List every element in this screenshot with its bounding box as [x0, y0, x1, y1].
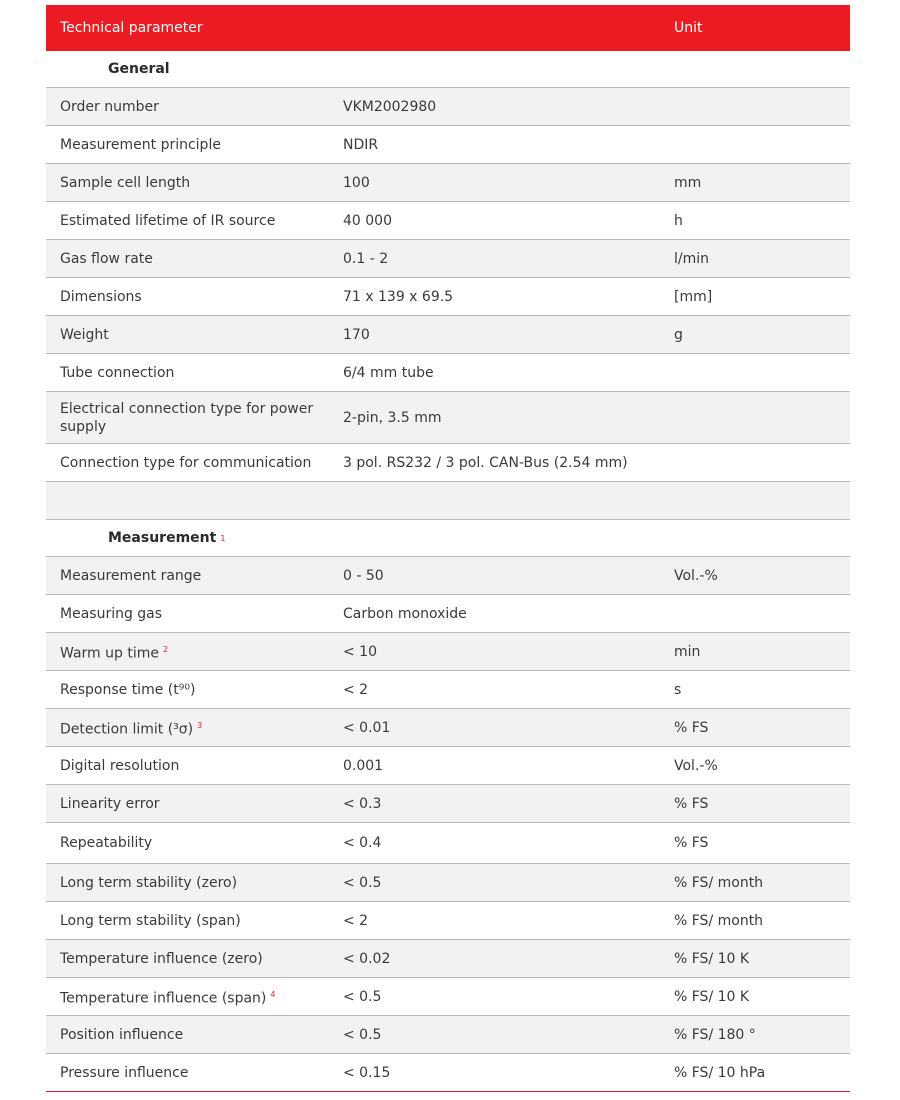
unit-cell: h	[674, 212, 683, 229]
value-cell: < 0.3	[343, 795, 382, 812]
parameter-cell	[46, 717, 329, 739]
value-cell: 40 000	[343, 212, 392, 229]
parameter-label: Tube connection	[60, 364, 175, 381]
parameter-label: Measurement principle	[60, 136, 221, 153]
unit-cell: % FS	[674, 795, 709, 812]
unit-cell: g	[674, 326, 683, 343]
table-row	[46, 88, 850, 126]
unit-cell: % FS	[674, 719, 709, 736]
table-row	[46, 864, 850, 902]
parameter-cell	[46, 874, 329, 892]
table-row	[46, 595, 850, 633]
parameter-cell	[46, 567, 329, 585]
unit-cell: % FS/ 180 °	[674, 1026, 756, 1043]
unit-cell: % FS	[674, 835, 709, 851]
parameter-label: Temperature influence (zero)	[60, 950, 263, 967]
table-row	[46, 202, 850, 240]
value-cell: NDIR	[343, 136, 379, 153]
unit-cell: % FS/ 10 K	[674, 988, 750, 1005]
parameter-cell	[46, 364, 329, 382]
table-row	[46, 823, 850, 864]
parameter-label: Repeatability	[60, 835, 153, 851]
value-cell: < 0.01	[343, 719, 391, 736]
parameter-cell	[46, 795, 329, 813]
value-cell: VKM2002980	[343, 98, 437, 115]
value-cell: 0.001	[343, 757, 384, 774]
value-cell: 2-pin, 3.5 mm	[343, 409, 442, 426]
value-cell: 0 - 50	[343, 567, 384, 584]
parameter-label: Long term stability (span)	[60, 912, 241, 929]
parameter-cell	[46, 912, 329, 930]
parameter-label: Response time (t⁹⁰)	[60, 681, 196, 698]
table-row	[46, 978, 850, 1016]
measurement-rows	[46, 557, 850, 1092]
table-row	[46, 126, 850, 164]
parameter-label: Gas flow rate	[60, 250, 153, 267]
parameter-cell	[46, 136, 329, 154]
table-row	[46, 557, 850, 595]
section-general-label: General	[108, 61, 170, 77]
section-general-title	[46, 51, 850, 88]
table-row	[46, 392, 850, 444]
table-row	[46, 785, 850, 823]
parameter-cell	[46, 986, 329, 1008]
table-row	[46, 747, 850, 785]
parameter-label: Sample cell length	[60, 174, 191, 191]
table-row	[46, 444, 850, 482]
unit-cell: min	[674, 643, 701, 660]
header-unit: Unit	[674, 20, 703, 36]
unit-cell: s	[674, 681, 682, 698]
parameter-label: Measuring gas	[60, 605, 163, 622]
parameter-label: Warm up time	[60, 645, 159, 662]
unit-cell: Vol.-%	[674, 757, 718, 774]
parameter-cell	[46, 605, 329, 623]
section-measurement-label: Measurement	[108, 530, 217, 546]
unit-cell: Vol.-%	[674, 567, 718, 584]
table-row	[46, 1016, 850, 1054]
unit-cell: l/min	[674, 250, 710, 267]
technical-parameter-table	[46, 5, 850, 1092]
table-row	[46, 633, 850, 671]
parameter-label: Estimated lifetime of IR source	[60, 212, 276, 229]
table-row	[46, 278, 850, 316]
value-cell: 6/4 mm tube	[343, 364, 434, 381]
unit-cell: mm	[674, 174, 702, 191]
unit-cell: % FS/ 10 hPa	[674, 1064, 766, 1081]
footnote-marker: 2	[162, 644, 169, 654]
parameter-label: Position influence	[60, 1026, 184, 1043]
footnote-marker: 4	[270, 989, 276, 999]
parameter-label: Pressure influence	[60, 1064, 189, 1081]
value-cell: < 10	[343, 643, 377, 660]
parameter-label: Electrical connection type for power supply	[60, 400, 314, 435]
parameter-cell	[46, 98, 329, 116]
unit-cell: % FS/ month	[674, 912, 764, 929]
unit-cell: [mm]	[674, 288, 713, 305]
unit-cell: % FS/ month	[674, 874, 764, 891]
value-cell: < 2	[343, 681, 369, 698]
value-cell: Carbon monoxide	[343, 605, 467, 622]
table-header	[46, 5, 850, 51]
parameter-cell	[46, 757, 329, 775]
parameter-cell	[46, 681, 329, 699]
parameter-cell	[46, 326, 329, 344]
parameter-label: Order number	[60, 98, 159, 115]
footnote-marker: 1	[220, 533, 226, 543]
value-cell: 100	[343, 174, 370, 191]
value-cell: < 0.02	[343, 950, 391, 967]
parameter-cell	[46, 641, 329, 663]
parameter-cell	[46, 288, 329, 306]
section-measurement-title	[46, 520, 850, 557]
table-row	[46, 316, 850, 354]
parameter-label: Detection limit (³σ)	[60, 721, 194, 738]
value-cell: 170	[343, 326, 370, 343]
table-row	[46, 164, 850, 202]
parameter-cell	[46, 400, 329, 436]
table-row	[46, 902, 850, 940]
table-row	[46, 940, 850, 978]
value-cell: < 2	[343, 912, 369, 929]
table-row	[46, 240, 850, 278]
value-cell: < 0.5	[343, 988, 382, 1005]
table-row	[46, 709, 850, 747]
header-parameter: Technical parameter	[60, 20, 203, 36]
parameter-cell	[46, 834, 329, 852]
parameter-cell	[46, 1064, 329, 1082]
parameter-cell	[46, 1026, 329, 1044]
table-row	[46, 671, 850, 709]
table-row	[46, 1054, 850, 1092]
parameter-label: Measurement range	[60, 567, 202, 584]
table-row	[46, 354, 850, 392]
parameter-label: Long term stability (zero)	[60, 874, 238, 891]
value-cell: < 0.5	[343, 874, 382, 891]
value-cell: 71 x 139 x 69.5	[343, 288, 454, 305]
parameter-cell	[46, 250, 329, 268]
parameter-cell	[46, 454, 329, 472]
parameter-label: Connection type for communication	[60, 454, 312, 471]
parameter-cell	[46, 212, 329, 230]
parameter-label: Linearity error	[60, 795, 160, 812]
value-cell: 0.1 - 2	[343, 250, 389, 267]
value-cell: < 0.15	[343, 1064, 391, 1081]
unit-cell: % FS/ 10 K	[674, 950, 750, 967]
parameter-label: Temperature influence (span)	[60, 990, 267, 1007]
footnote-marker: 3	[197, 720, 203, 730]
parameter-cell	[46, 174, 329, 192]
value-cell: < 0.5	[343, 1026, 382, 1043]
general-rows	[46, 88, 850, 482]
parameter-label: Dimensions	[60, 288, 142, 305]
parameter-cell	[46, 950, 329, 968]
value-cell: < 0.4	[343, 835, 382, 851]
value-cell: 3 pol. RS232 / 3 pol. CAN-Bus (2.54 mm)	[343, 454, 628, 471]
spacer-row	[46, 482, 850, 520]
parameter-label: Digital resolution	[60, 757, 180, 774]
parameter-label: Weight	[60, 326, 109, 343]
